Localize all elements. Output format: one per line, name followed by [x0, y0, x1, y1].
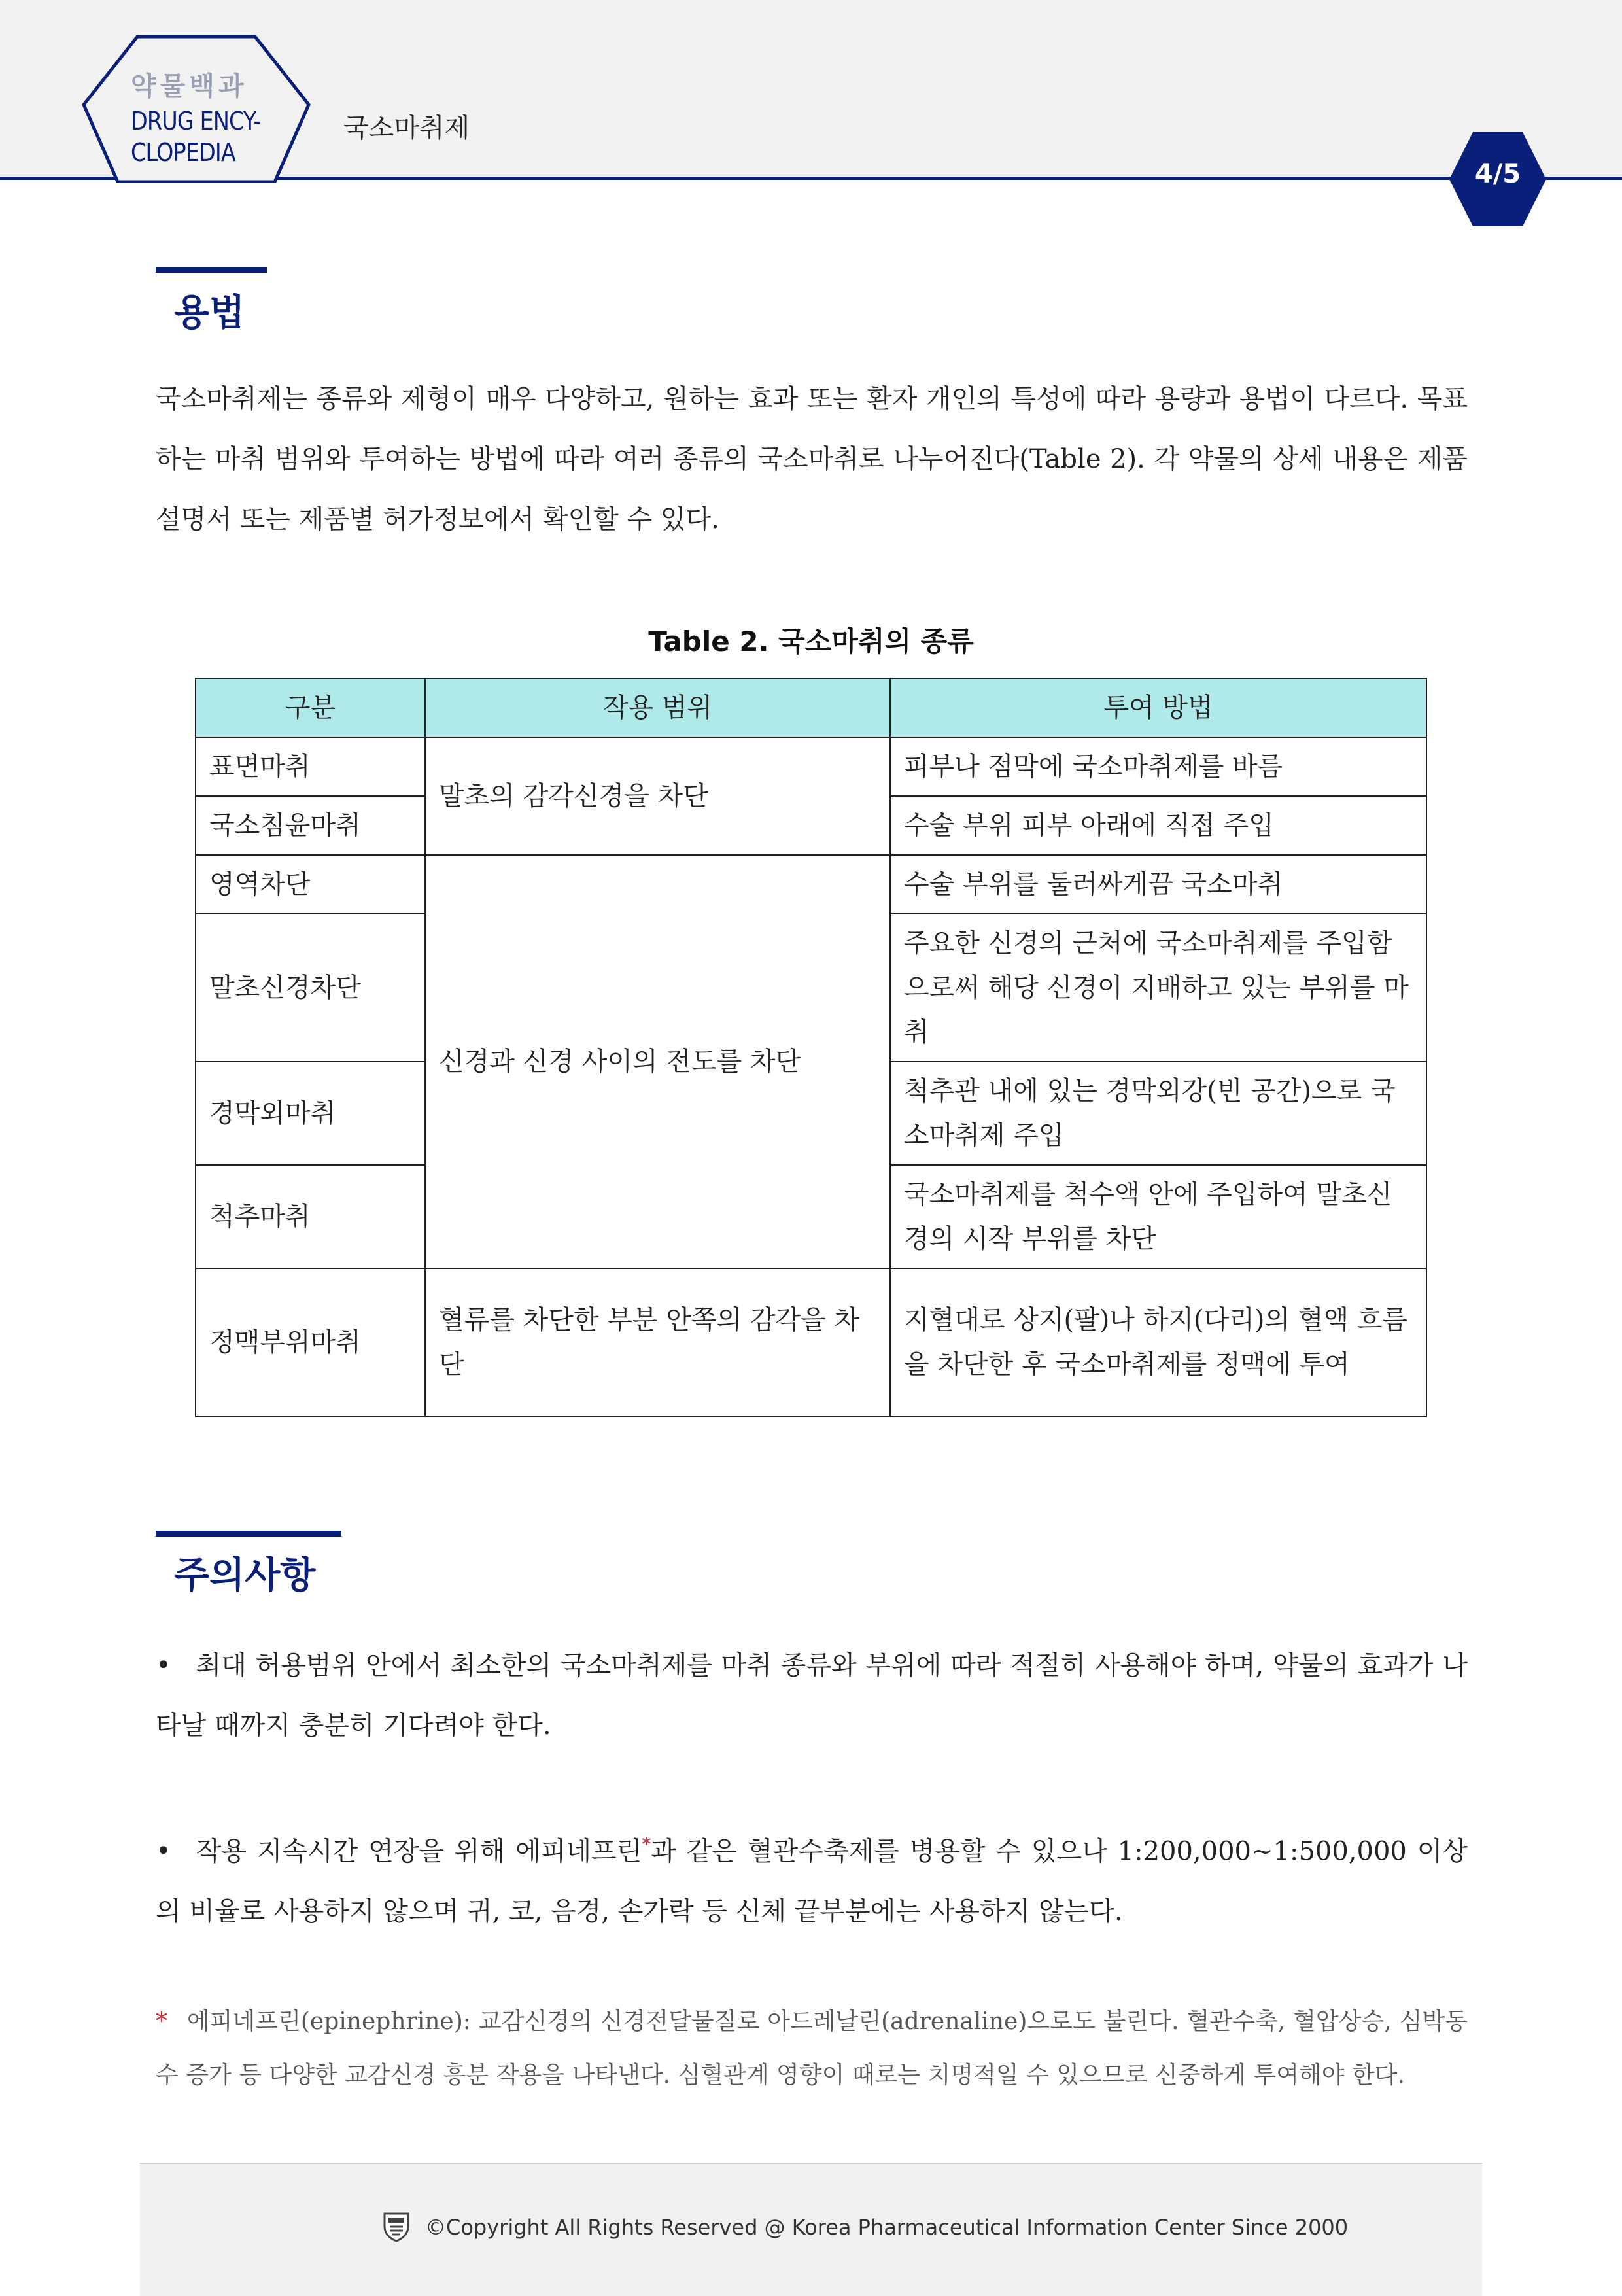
method-cell: 수술 부위를 둘러싸게끔 국소마취	[890, 855, 1426, 914]
method-cell: 주요한 신경의 근처에 국소마취제를 주입함으로써 해당 신경이 지배하고 있는 부위를 마취	[890, 914, 1426, 1062]
type-cell: 척추마취	[196, 1165, 425, 1268]
type-cell: 국소침윤마취	[196, 796, 425, 855]
logo	[131, 65, 301, 168]
type-cell: 정맥부위마취	[196, 1268, 425, 1416]
logo-en-line2: CLOPEDIA	[131, 138, 235, 167]
page-indicator: 4/5	[1474, 159, 1521, 189]
table-row	[196, 737, 1426, 796]
scope-cell: 혈류를 차단한 부분 안쪽의 감각을 차단	[425, 1268, 890, 1416]
footnote-star: *	[156, 2008, 167, 2035]
table-header-cell: 투여 방법	[890, 678, 1426, 737]
section-title-precautions: 주의사항	[174, 1554, 316, 1597]
precaution-text: 최대 허용범위 안에서 최소한의 국소마취제를 마취 종류와 부위에 따라 적절히 사용해야 하며, 약물의 효과가 나타날 때까지 충분히 기다려야 한다.	[156, 1650, 1468, 1741]
type-cell: 영역차단	[196, 855, 425, 914]
type-cell: 경막외마취	[196, 1062, 425, 1165]
method-cell: 척추관 내에 있는 경막외강(빈 공간)으로 국소마취제 주입	[890, 1062, 1426, 1165]
method-cell: 국소마취제를 척수액 안에 주입하여 말초신경의 시작 부위를 차단	[890, 1165, 1426, 1268]
type-cell: 표면마취	[196, 737, 425, 796]
table-header-cell: 작용 범위	[425, 678, 890, 737]
section-accent-bar	[156, 1531, 341, 1537]
table-row	[196, 1268, 1426, 1416]
precaution-text: 과 같은 혈관수축제를 병용할 수 있으나 1:200,000~1:500,000 이상의 비율로 사용하지 않으며 귀, 코, 음경, 손가락 등 신체 끝부분에는 사용하지 않는다.	[156, 1836, 1468, 1927]
table-caption: Table 2. 국소마취의 종류	[648, 625, 974, 657]
type-cell: 말초신경차단	[196, 914, 425, 1062]
method-cell: 수술 부위 피부 아래에 직접 주입	[890, 796, 1426, 855]
scope-cell: 신경과 신경 사이의 전도를 차단	[425, 855, 890, 1268]
section-title-usage: 용법	[174, 292, 245, 334]
precaution-item	[156, 1635, 1468, 1756]
shield-logo-icon	[382, 2211, 411, 2242]
table-header-cell: 구분	[196, 678, 425, 737]
logo-kr: 약물백과	[131, 71, 248, 101]
copyright-text: ©Copyright All Rights Reserved @ Korea Pharmaceutical Information Center Since 2000	[425, 2215, 1349, 2240]
page-title: 국소마취제	[343, 113, 470, 143]
bullet-icon: •	[156, 1650, 171, 1680]
footnote	[156, 1995, 1468, 2102]
table-header-row	[196, 678, 1426, 737]
usage-paragraph: 국소마취제는 종류와 제형이 매우 다양하고, 원하는 효과 또는 환자 개인의 특성에 따라 용량과 용법이 다르다. 목표하는 마취 범위와 투여하는 방법에 따라 여러 종류의 국소마취로 나누어진다(Table 2). 각 약물의 상세 내용은 제품설명서 또는 제품별 허가정보에서 확인할 수 있다.	[156, 384, 1468, 534]
anesthesia-types-table	[195, 678, 1427, 1417]
footnote-text: 에피네프린(epinephrine): 교감신경의 신경전달물질로 아드레날린(adrenaline)으로도 불린다. 혈관수축, 혈압상승, 심박동수 증가 등 다양한 교감신경 흥분 작용을 나타낸다. 심혈관계 영향이 때로는 치명적일 수 있으므로 신중하게 투여해야 한다.	[156, 2008, 1468, 2089]
table-row	[196, 855, 1426, 914]
method-cell: 피부나 점막에 국소마취제를 바름	[890, 737, 1426, 796]
scope-cell: 말초의 감각신경을 차단	[425, 737, 890, 855]
precaution-item	[156, 1815, 1468, 1941]
footnote-marker: *	[642, 1834, 651, 1855]
precaution-text: 작용 지속시간 연장을 위해 에피네프린	[196, 1836, 642, 1867]
section-accent-bar	[156, 267, 267, 273]
method-cell: 지혈대로 상지(팔)나 하지(다리)의 혈액 흐름을 차단한 후 국소마취제를 정맥에 투여	[890, 1268, 1426, 1416]
logo-en-line1: DRUG ENCY-	[131, 107, 261, 135]
bullet-icon: •	[156, 1836, 171, 1867]
